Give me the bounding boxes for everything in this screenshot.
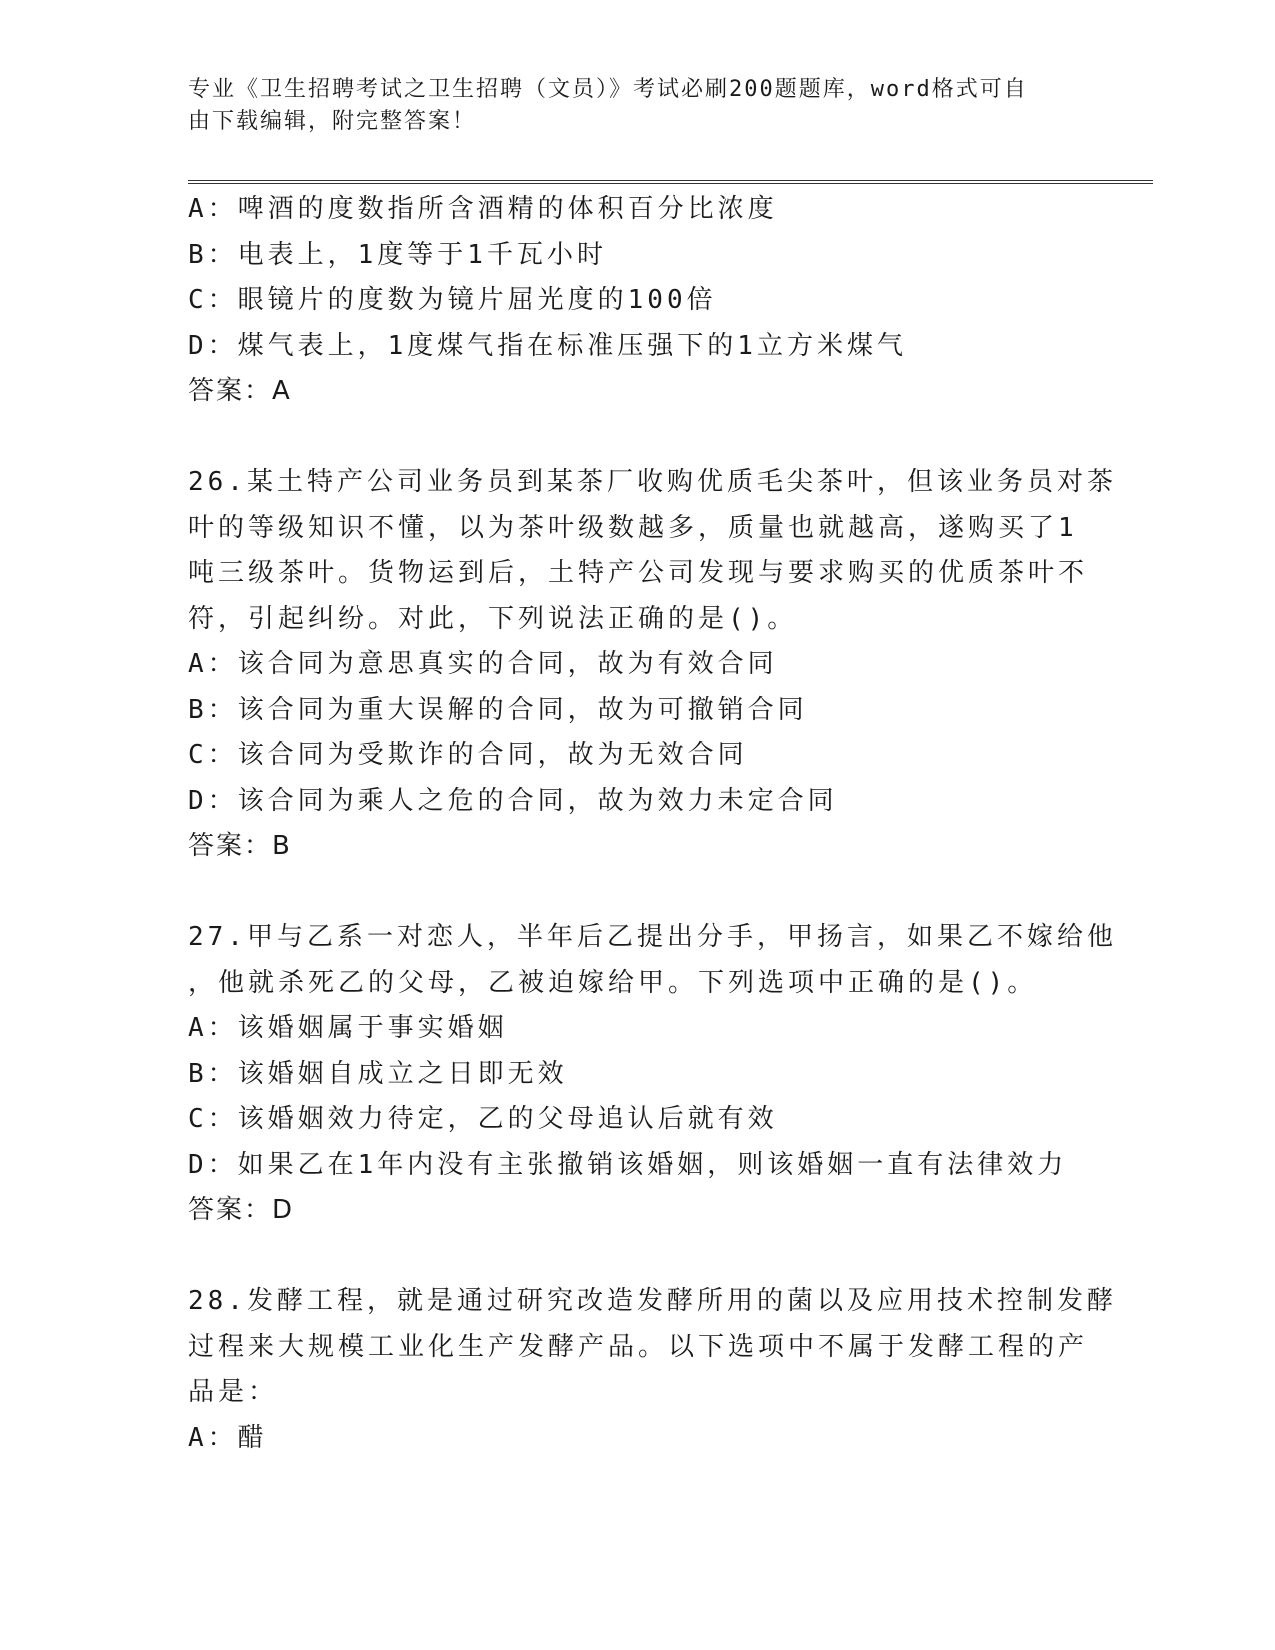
question-stem-line: 品是： [188, 1377, 279, 1407]
option-a: A：该合同为意思真实的合同，故为有效合同 [188, 649, 778, 679]
question-stem-line: 叶的等级知识不懂，以为茶叶级数越多，质量也就越高，遂购买了1 [188, 512, 1078, 543]
option-c: C：眼镜片的度数为镜片屈光度的100倍 [188, 285, 717, 315]
question-stem-line: 26.某土特产公司业务员到某茶厂收购优质毛尖茶叶，但该业务员对茶 [188, 467, 1117, 497]
question-stem-line: 过程来大规模工业化生产发酵产品。以下选项中不属于发酵工程的产 [188, 1331, 1089, 1362]
question-25 [188, 187, 1068, 415]
option-a: A：该婚姻属于事实婚姻 [188, 1013, 508, 1043]
question-27 [188, 915, 1117, 1234]
option-a: A：醋 [188, 1422, 268, 1453]
document-header [188, 74, 1068, 138]
option-d: D：该合同为乘人之危的合同，故为效力未定合同 [188, 785, 838, 816]
option-c: C：该合同为受欺诈的合同，故为无效合同 [188, 740, 748, 770]
question-stem-line: 吨三级茶叶。货物运到后，土特产公司发现与要求购买的优质茶叶不 [188, 558, 1089, 588]
header-line-2: 由下载编辑，附完整答案！ [188, 109, 477, 134]
header-divider-bottom [188, 183, 1153, 184]
answer-line: 答案：A [188, 376, 292, 406]
question-stem-line: 28.发酵工程，就是通过研究改造发酵所用的菌以及应用技术控制发酵 [188, 1286, 1117, 1316]
option-b: B：该合同为重大误解的合同，故为可撤销合同 [188, 694, 808, 725]
question-26 [188, 460, 1117, 870]
option-c: C：该婚姻效力待定，乙的父母追认后就有效 [188, 1104, 778, 1134]
option-b: B：该婚姻自成立之日即无效 [188, 1058, 568, 1089]
spacer [188, 870, 1068, 916]
question-stem-line: ，他就杀死乙的父母，乙被迫嫁给甲。下列选项中正确的是()。 [188, 967, 1038, 998]
question-stem-line: 27.甲与乙系一对恋人，半年后乙提出分手，甲扬言，如果乙不嫁给他 [188, 922, 1117, 952]
option-d: D：如果乙在1年内没有主张撤销该婚姻，则该婚姻一直有法律效力 [188, 1149, 1068, 1180]
answer-line: 答案：D [188, 1195, 295, 1225]
option-d: D：煤气表上，1度煤气指在标准压强下的1立方米煤气 [188, 330, 907, 361]
option-a: A：啤酒的度数指所含酒精的体积百分比浓度 [188, 194, 778, 224]
spacer [188, 1234, 1068, 1280]
header-divider-top [188, 180, 1153, 181]
question-28 [188, 1279, 1117, 1461]
header-line-1: 专业《卫生招聘考试之卫生招聘（文员）》考试必刷200题题库，word格式可自 [188, 77, 1028, 102]
option-b: B：电表上，1度等于1千瓦小时 [188, 239, 607, 270]
answer-line: 答案：B [188, 831, 292, 861]
spacer [188, 415, 1068, 461]
question-stem-line: 符，引起纠纷。对此，下列说法正确的是()。 [188, 603, 798, 634]
question-list [188, 187, 1117, 1461]
